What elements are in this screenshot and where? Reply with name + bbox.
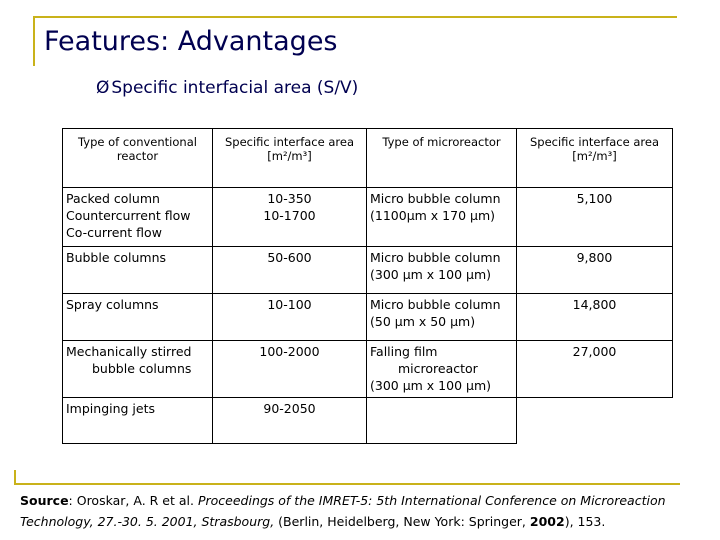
conventional-area-cell: 100-2000 bbox=[213, 341, 367, 398]
empty-cell bbox=[517, 398, 673, 444]
microreactor-cell bbox=[367, 188, 517, 247]
table-row bbox=[63, 247, 673, 294]
conventional-area-cell: 90-2050 bbox=[213, 398, 367, 444]
table-row bbox=[63, 294, 673, 341]
microreactor-cell bbox=[367, 341, 517, 398]
source-citation bbox=[20, 490, 710, 532]
cell-line: Micro bubble column bbox=[370, 250, 501, 265]
cell-line: Falling film bbox=[370, 344, 438, 359]
microreactor-cell bbox=[367, 398, 517, 444]
cell-line: (50 µm x 50 µm) bbox=[370, 314, 476, 329]
cell-line: (300 µm x 100 µm) bbox=[370, 378, 492, 393]
cell-line: (1100µm x 170 µm) bbox=[370, 208, 495, 223]
microreactor-cell bbox=[367, 247, 517, 294]
cell-line: Countercurrent flow bbox=[66, 208, 191, 223]
micro-area-cell: 14,800 bbox=[517, 294, 673, 341]
title-frame-left-rule bbox=[33, 16, 35, 66]
source-year: 2002 bbox=[529, 514, 565, 529]
table-header-row bbox=[63, 129, 673, 188]
header-conventional-area: Specific interface area [m²/m³] bbox=[213, 129, 367, 188]
table-row bbox=[63, 398, 673, 444]
conventional-reactor-cell bbox=[63, 188, 213, 247]
microreactor-cell bbox=[367, 294, 517, 341]
slide-title: Features: Advantages bbox=[44, 26, 338, 57]
conventional-area-cell: 50-600 bbox=[213, 247, 367, 294]
cell-line: (300 µm x 100 µm) bbox=[370, 267, 492, 282]
cell-line: bubble columns bbox=[92, 361, 192, 376]
cell-line: Mechanically stirred bbox=[66, 344, 192, 359]
source-authors: : Oroskar, A. R et al. bbox=[68, 493, 198, 508]
conventional-area-cell: 10-100 bbox=[213, 294, 367, 341]
source-pages: ), 153. bbox=[564, 514, 606, 529]
conventional-reactor-cell: Spray columns bbox=[63, 294, 213, 341]
conventional-reactor-cell bbox=[63, 341, 213, 398]
cell-line: 10-350 bbox=[267, 191, 312, 206]
bullet-text: Specific interfacial area (S/V) bbox=[111, 78, 359, 98]
micro-area-cell: 27,000 bbox=[517, 341, 673, 398]
comparison-table bbox=[62, 128, 673, 444]
cell-line: Packed column bbox=[66, 191, 160, 206]
conventional-reactor-cell: Impinging jets bbox=[63, 398, 213, 444]
cell-line: Co-current flow bbox=[66, 225, 162, 240]
title-frame-top-rule bbox=[33, 16, 677, 18]
bullet-point bbox=[96, 78, 358, 98]
micro-area-cell: 5,100 bbox=[517, 188, 673, 247]
micro-area-cell: 9,800 bbox=[517, 247, 673, 294]
source-label: Source bbox=[20, 493, 69, 508]
cell-line: Micro bubble column bbox=[370, 191, 501, 206]
cell-line: 10-1700 bbox=[263, 208, 316, 223]
footer-frame-rule bbox=[14, 483, 680, 485]
conventional-area-cell bbox=[213, 188, 367, 247]
header-micro-area: Specific interface area [m²/m³] bbox=[517, 129, 673, 188]
conventional-reactor-cell: Bubble columns bbox=[63, 247, 213, 294]
source-publisher: (Berlin, Heidelberg, New York: Springer, bbox=[274, 514, 530, 529]
table-row bbox=[63, 188, 673, 247]
cell-line: microreactor bbox=[398, 361, 478, 376]
table-row bbox=[63, 341, 673, 398]
cell-line: Micro bubble column bbox=[370, 297, 501, 312]
header-microreactor: Type of microreactor bbox=[367, 129, 517, 188]
arrow-bullet-icon: Ø bbox=[96, 78, 110, 98]
header-conventional-reactor: Type of conventional reactor bbox=[63, 129, 213, 188]
source-proceedings: Proceedings of the IMRET-5: 5th International Conference on Microreaction Technology, 27.-30. 5. 2001, Strasbourg, bbox=[20, 493, 666, 529]
